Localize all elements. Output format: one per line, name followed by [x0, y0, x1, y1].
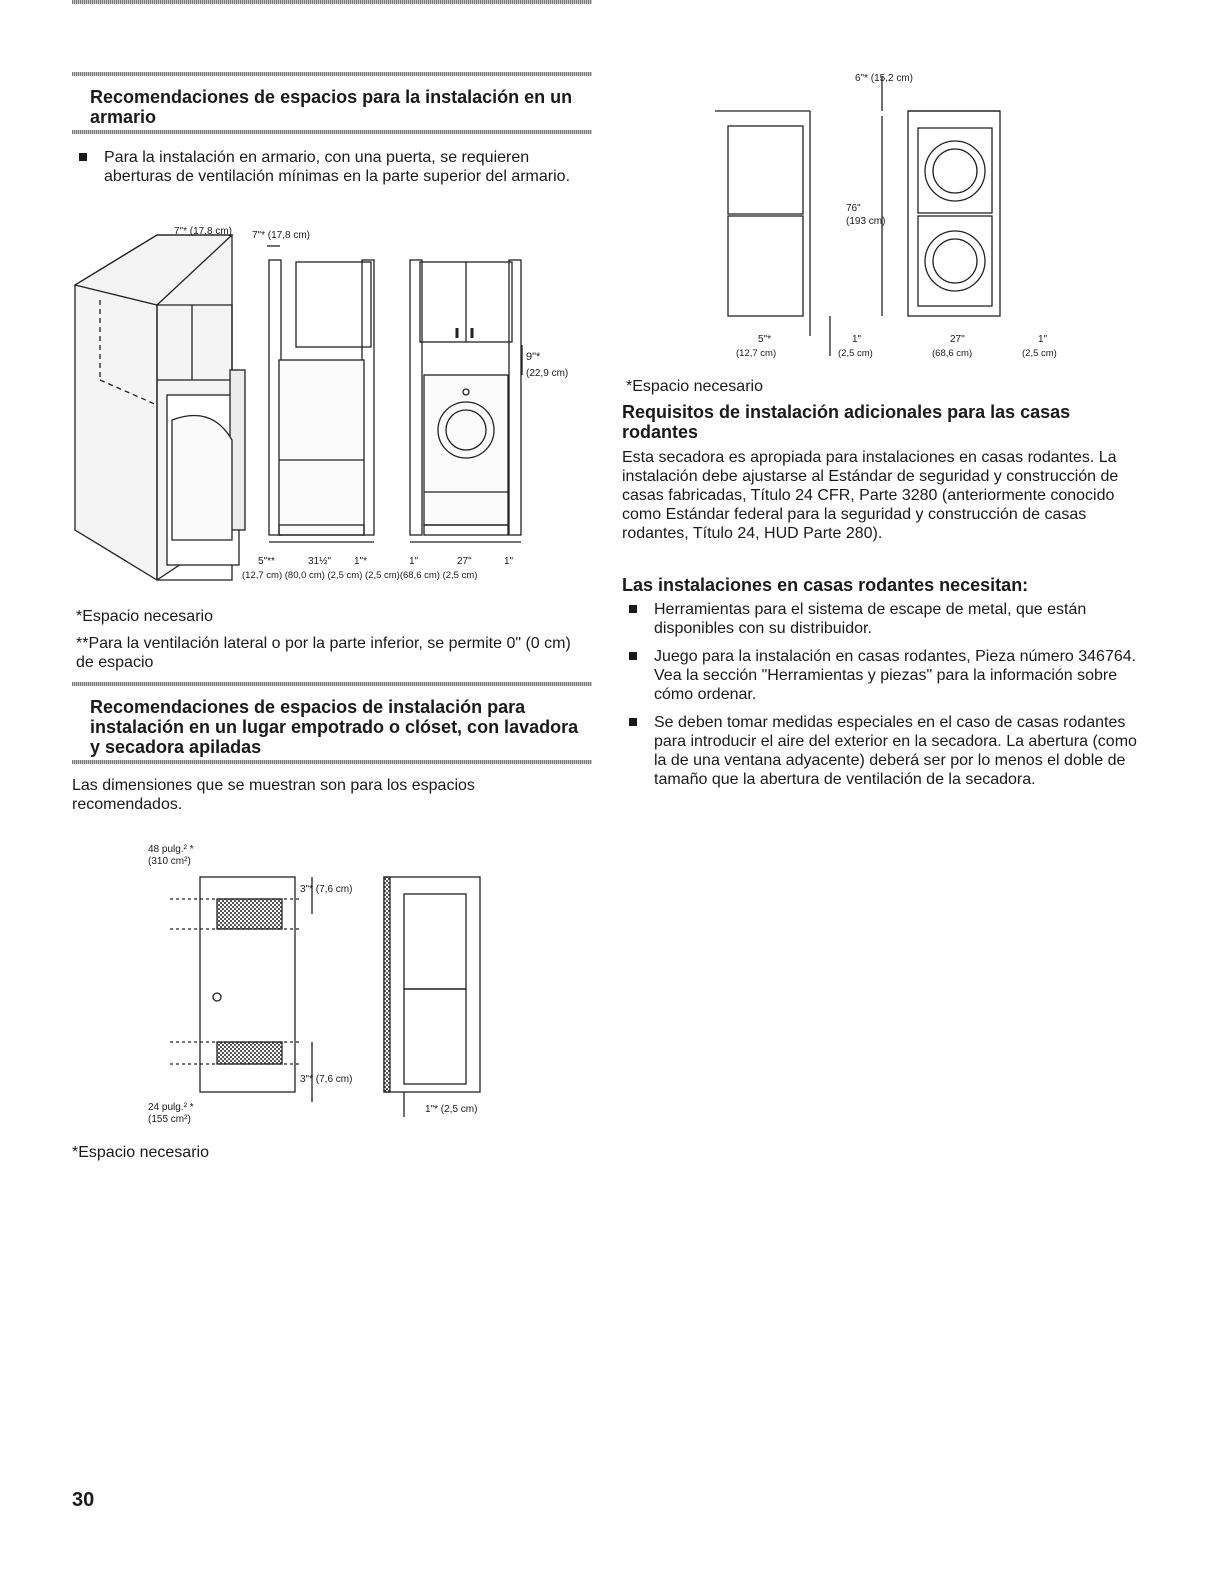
list-item: Para la instalación en armario, con una puerta, se requieren aberturas de ventilación mínimas en la parte superior del armario.	[72, 148, 582, 186]
dim-label: 48 pulg.² *	[148, 844, 194, 855]
dim-label: 31½"	[308, 556, 332, 567]
list-item: Herramientas para el sistema de escape de metal, que están disponibles con su distribuidor.	[622, 600, 1152, 638]
section2-intro: Las dimensiones que se muestran son para los espacios recomendados.	[72, 777, 475, 813]
footnote: *Espacio necesario	[626, 378, 763, 395]
section3-subheading: Las instalaciones en casas rodantes necesitan:	[622, 575, 1029, 595]
dim-label: 5"*	[758, 334, 772, 345]
dim-label: (310 cm²)	[148, 856, 191, 867]
list-item: Juego para la instalación en casas rodantes, Pieza número 346764. Vea la sección "Herramientas y piezas" para la información sobre cómo ordenar.	[622, 647, 1152, 704]
dim-label: 1"	[1038, 334, 1048, 345]
dim-label: 5"**	[258, 556, 275, 567]
dim-label: (12,7 cm)	[736, 348, 777, 359]
dim-label: 9"*	[526, 351, 541, 363]
dim-label: 6"* (15,2 cm)	[855, 73, 914, 84]
dim-label: (22,9 cm)	[526, 368, 569, 379]
dim-label: 1"* (2,5 cm)	[425, 1104, 478, 1115]
dim-label: 27"	[457, 556, 472, 567]
footnote: *Espacio necesario	[76, 608, 213, 625]
stacked-vent-diagram	[140, 842, 520, 1142]
dim-label: (68,6 cm)	[932, 348, 973, 359]
section1-bullets	[72, 148, 582, 186]
rule	[72, 130, 592, 134]
stacked-closet-diagram	[700, 66, 1100, 366]
section1-heading: Recomendaciones de espacios para la instalación en un armario	[90, 87, 573, 127]
dim-label: 7"* (17,8 cm)	[252, 230, 311, 241]
dim-label: (12,7 cm) (80,0 cm) (2,5 cm) (2,5 cm)(68,6 cm) (2,5 cm)	[242, 570, 478, 581]
dim-label: 7"* (17,8 cm)	[174, 226, 233, 237]
rule	[72, 72, 592, 76]
section3-heading: Requisitos de instalación adicionales para las casas rodantes	[622, 402, 1071, 442]
dim-label: 1"	[504, 556, 514, 567]
list-item: Se deben tomar medidas especiales en el caso de casas rodantes para introducir el aire del exterior en la secadora. La abertura (como la de una ventana adyacente) deberá ser por lo menos el doble de tamaño que la abertura de ventilación de la secadora.	[622, 713, 1152, 789]
footnote: **Para la ventilación lateral o por la parte inferior, se permite 0" (0 cm) de espacio	[76, 635, 571, 671]
rule	[72, 760, 592, 764]
dim-label: (2,5 cm)	[838, 348, 873, 359]
rule	[72, 0, 592, 4]
dim-label: 1"	[409, 556, 419, 567]
dim-label: 1"*	[354, 556, 368, 567]
dim-label: 1"	[852, 334, 862, 345]
section2-heading: Recomendaciones de espacios de instalación para instalación en un lugar empotrado o clóset, con lavadora y secadora apiladas	[90, 697, 579, 757]
dim-label: (155 cm²)	[148, 1114, 191, 1125]
dim-label: (193 cm)	[846, 216, 886, 227]
dim-label: 24 pulg.² *	[148, 1102, 194, 1113]
dim-label: 3"* (7,6 cm)	[300, 884, 353, 895]
dim-label: (2,5 cm)	[1022, 348, 1057, 359]
closet-diagram	[72, 220, 592, 600]
dim-label: 76"	[846, 203, 861, 214]
rule	[72, 682, 592, 686]
footnote: *Espacio necesario	[72, 1144, 209, 1161]
section3-body: Esta secadora es apropiada para instalaciones en casas rodantes. La instalación debe ajustarse al Estándar de seguridad y construcción de casas fabricadas, Título 24 CFR, Parte 3280 (anteriormente conocido como Estándar federal para la seguridad y construcción de casas rodantes, Título 24, HUD Parte 280).	[622, 449, 1119, 542]
page-number: 30	[72, 1489, 95, 1511]
dim-label: 27"	[950, 334, 965, 345]
dim-label: 3"* (7,6 cm)	[300, 1074, 353, 1085]
section3-bullets	[622, 600, 1152, 789]
